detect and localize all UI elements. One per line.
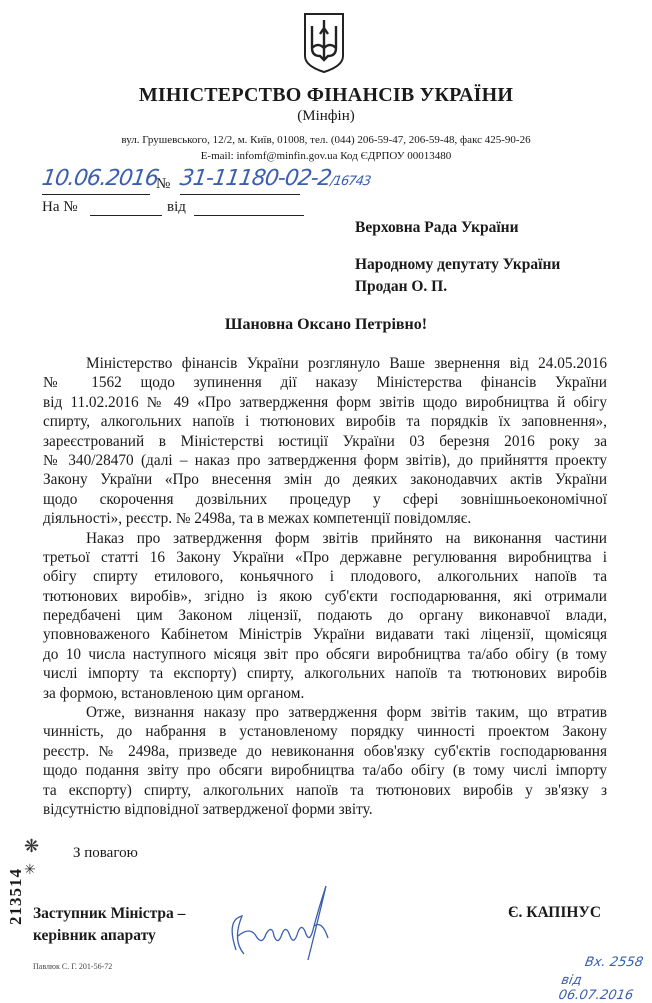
trident-emblem-icon: [302, 12, 346, 74]
executor-info: Павлюк С. Г. 201-56-72: [33, 962, 113, 971]
paragraph-line: Отже, визнання наказу про затвердження форм звітів таким, що втратив: [86, 704, 607, 722]
paragraph-line: зареєстрований в Міністерстві юстиції України 03 березня 2016 року за: [43, 432, 607, 450]
handwritten-signature: [222, 880, 342, 970]
outgoing-date: 10.06.2016: [40, 166, 160, 191]
paragraph-line: Наказ про затвердження форм звітів прийнято на виконання частини: [86, 529, 607, 547]
reply-to-label: На №: [42, 199, 78, 215]
paragraph-line: спирту, алкогольних напоїв і тютюнових виробів та порядків їх заповнення»,: [43, 413, 607, 431]
outgoing-number: [178, 166, 372, 191]
recipient-name: Продан О. П.: [355, 278, 448, 295]
ministry-name: МІНІСТЕРСТВО ФІНАНСІВ УКРАЇНИ: [138, 84, 514, 106]
paragraph-line: за формою, встановленою цим органом.: [43, 684, 305, 702]
greeting: Шановна Оксано Петрівно!: [224, 316, 428, 333]
recipient-organization: Верховна Рада України: [355, 219, 519, 236]
regards: З повагою: [73, 845, 138, 861]
paragraph-line: діяльності», реєстр. № 2498а, та в межах компетенції повідомляє.: [43, 510, 472, 528]
paragraph-line: третьої статті 16 Закону України «Про державне регулювання виробництва і: [43, 548, 607, 566]
incoming-number: Вх. 2558: [583, 955, 645, 970]
paragraph-line: уповноваженого Кабінетом Міністрів України видавати такі ліцензії, щомісяця: [43, 626, 607, 644]
number-underline: [180, 194, 300, 195]
paragraph-line: реєстр. № 2498а, призведе до невиконання обов'язку суб'єктів господарювання: [43, 742, 607, 760]
paragraph-line: щодо подання звіту про обсяги виробництва та/або обігу (в тому числі імпорту: [43, 762, 607, 780]
signer-position-line2: керівник апарату: [33, 927, 156, 944]
reply-number-field: [90, 215, 162, 216]
paragraph-line: передбачені цим Законом ліцензії, подають до органу виконавчої влади,: [43, 607, 607, 625]
paragraph-line: обігу спирту етилового, коньячного і плодового, алкогольних напоїв та: [43, 568, 607, 586]
star-icon: ❋: [24, 836, 40, 856]
ministry-address: вул. Грушевського, 12/2, м. Київ, 01008, тел. (044) 206-59-47, 206-59-48, факс 425-90-26: [121, 134, 531, 146]
paragraph-line: числі імпорту та експорту) спирту, алкогольних напоїв та тютюнових виробів: [43, 665, 607, 683]
paragraph-line: та експорту) спирту, алкогольних напоїв та тютюнових виробів у зв'язку з: [43, 781, 607, 799]
paragraph-line: тютюнових виробів», згідно із якою суб'єкти господарювання, які отримали: [43, 587, 607, 605]
paragraph-line: чинність, до набрання в установленому порядку чинності проектом Закону: [43, 723, 607, 741]
number-sign: №: [156, 176, 171, 192]
outgoing-number-suffix: /16743: [329, 174, 372, 189]
ministry-short-name: (Мінфін): [297, 108, 355, 124]
outgoing-number-main: 31-11180-02-2: [178, 166, 333, 191]
incoming-date: від 06.07.2016: [557, 973, 635, 1003]
paragraph-line: відсутністю відповідної затвердженої форми звіту.: [43, 800, 373, 818]
paragraph-line: № 340/28470 (далі – наказ про затвердження форм звітів), до прийняття проекту: [43, 451, 607, 469]
paragraph-line: до 10 числа наступного місяця звіт про обсяги виробництва та/або обігу (в тому: [43, 645, 607, 663]
paragraph-line: № 1562 щодо зупинення дії наказу Міністерства фінансів України: [43, 374, 607, 392]
paragraph-line: Закону України «Про внесення змін до деяких законодавчих актів України: [43, 471, 607, 489]
registration-stamp-number: 213514: [6, 868, 25, 925]
recipient-title: Народному депутату України: [355, 256, 561, 273]
star-icon: ✳: [24, 863, 36, 878]
signer-position-line1: Заступник Міністра –: [33, 905, 186, 922]
paragraph-line: щодо скорочення дозвільних процедур у сфері зовнішньоекономічної: [43, 490, 607, 508]
signer-name: Є. КАПІНУС: [508, 904, 602, 921]
paragraph-line: Міністерство фінансів України розглянуло Ваше звернення від 24.05.2016: [86, 355, 607, 372]
ministry-contacts: E-mail: infomf@minfin.gov.ua Код ЄДРПОУ 00013480: [200, 150, 452, 162]
reply-date-field: [194, 215, 304, 216]
date-underline: [42, 194, 150, 195]
signer-position: [33, 903, 185, 947]
reply-from-label: від: [167, 199, 186, 215]
letter-body: [43, 354, 607, 819]
paragraph-line: від 11.02.2016 № 49 «Про затвердження форм звітів щодо виробництва й обігу: [43, 393, 607, 411]
